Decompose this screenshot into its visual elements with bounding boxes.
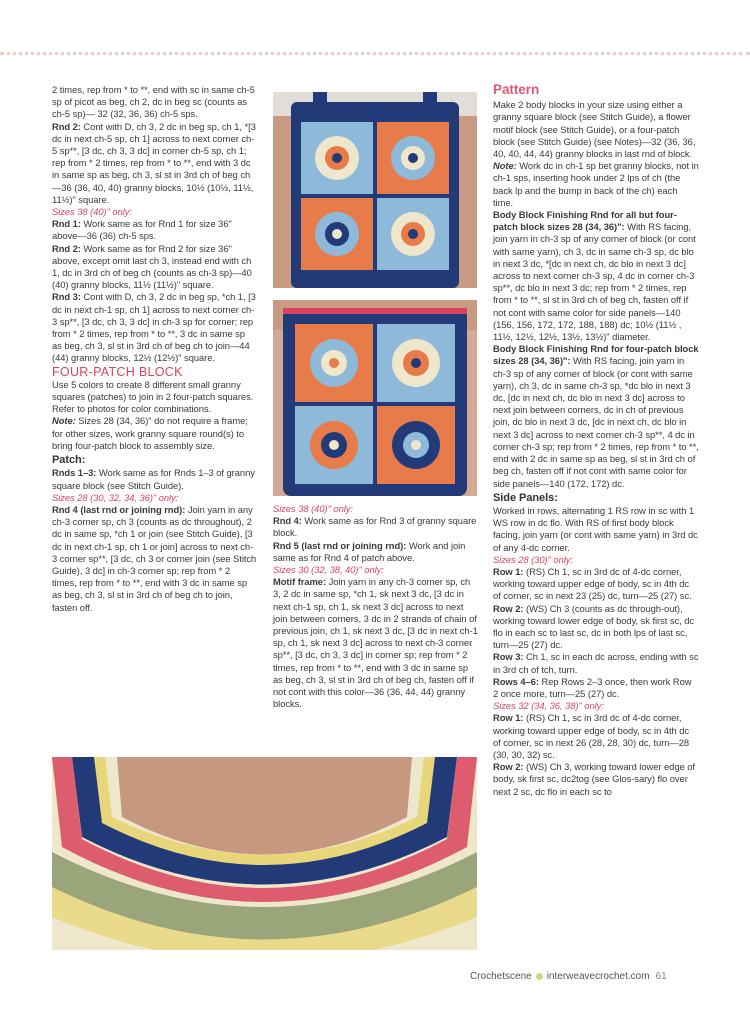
step-text: Cont with D, ch 3, 2 dc in beg sp, ch 1, *[3 dc in next ch-5 sp, ch 1] across to next corner ch-5 sp**, [3 dc, ch 3, 3 dc] in corner ch-5 sp, ch 1; rep from * 2 times, rep from * to **, end with 3 dc in same sp as beg, ch 3, sl st in 3rd ch of beg ch—36 (36, 40, 40) granny blocks, 10½ (10½, 11½, 11½)" square.	[52, 120, 256, 205]
footer-site: interweavecrochet.com	[546, 971, 650, 982]
step-label: Body Block Finishing Rnd for all but four-patch block sizes 28 (34, 36)":	[493, 209, 677, 233]
step-text: Rep Rows 2–3 once, then work Row 2 once more, turn—25 (27) dc.	[493, 675, 692, 699]
photo-granny-top-front	[273, 92, 477, 288]
paragraph: Make 2 body blocks in your size using either a granny square block (see Stitch Guide), a flower motif block (see Stitch Guide), or a four-patch block (see Stitch Guide) (see Notes)—32 (36, 36, 40, 40, 44, 44) granny blocks in last rnd of block.	[493, 99, 696, 160]
step-text: Cont with D, ch 3, 2 dc in beg sp, *ch 1, [3 dc in next ch-1 sp, ch 1] across to next corner ch-3 sp**, [3 dc, ch 3, 3 dc] in ch-3 sp for corner; rep from * 2 times, rep from * to **, 3 dc in same sp as beg, ch 3, sl st in 3rd ch of beg ch to join—44 (44) granny blocks, 12½ (12½)" square.	[52, 291, 256, 364]
step-label: Row 3:	[493, 651, 524, 663]
step-label: Motif frame:	[273, 576, 327, 588]
section-heading-four-patch: FOUR-PATCH BLOCK	[52, 364, 183, 379]
step-label: Rnd 4:	[273, 515, 302, 527]
size-note: Sizes 30 (32, 38, 40)" only:	[273, 564, 384, 576]
step-text: Work same as for Rnd 3 of granny square block.	[273, 515, 477, 539]
instruction-body-block-finishing	[493, 209, 699, 343]
note-text: Work dc in ch-1 sp bet granny blocks, not in ch-1 sps, inserting hook under 2 lps of ch (the back lp and the bump in back of the ch) each time.	[493, 160, 699, 208]
instruction-motif-frame	[273, 576, 478, 710]
instruction-rnd5	[273, 540, 478, 564]
instruction-rnd3	[52, 291, 257, 364]
step-label: Body Block Finishing Rnd for four-patch block sizes 28 (34, 36)":	[493, 343, 699, 367]
step-label: Rnd 2:	[52, 120, 81, 132]
top-dotted-rule	[0, 52, 750, 55]
footer-dot-icon	[536, 973, 543, 980]
instruction-body-block-finishing-four-patch	[493, 343, 699, 489]
step-label: Row 1:	[493, 712, 524, 724]
step-label: Row 2:	[493, 602, 524, 614]
note-label: Note:	[52, 415, 76, 427]
step-text: With RS facing, join yarn in ch-3 sp of any corner of block (or cont with same yarn), ch 3, dc in same ch-3 sp, dc blo in next 3 dc, *[dc in next ch, dc blo in next 3 dc] across to next corner ch-3 sp, 4 dc in corner ch-3 sp**, dc blo in next 3 dc; rep from * 2 times, rep from * to **, sl st in 3rd ch of beg ch, fasten off if not cont with same color for side panels—140 (156, 156, 172, 172, 188, 188) dc; 10½ (11½ , 11½, 12½, 12½, 13½, 13½)" diameter.	[493, 221, 696, 343]
note	[52, 415, 257, 452]
size-note: Sizes 28 (30)" only:	[493, 553, 573, 565]
instruction-rnd4	[273, 515, 478, 539]
step-label: Rnd 4 (last rnd or joining rnd):	[52, 503, 186, 515]
size-note: Sizes 38 (40)" only:	[273, 503, 353, 514]
instruction-row2b	[493, 761, 699, 798]
size-note: Sizes 38 (40)" only:	[52, 206, 132, 218]
paragraph: 2 times, rep from * to **, end with sc in same ch-5 sp of picot as beg, ch 2, dc in beg sc (counts as ch-5 sp)— 32 (32, 36, 36) ch-5 sps.	[52, 84, 255, 120]
footer-brand: Crochetscene	[470, 971, 532, 982]
step-text: Work same as for Rnd 1 for size 36" above—36 (36) ch-5 sps.	[52, 218, 232, 242]
section-heading-pattern: Pattern	[493, 82, 540, 97]
step-text: With RS facing, join yarn in ch-3 sp of any corner of block (or cont with same yarn), ch 3, dc in same ch-3 sp, *dc blo in next 3 dc, [dc in next ch, dc blo in next 3 dc] across to next join between corners, dc in ch of previous join, dc blo in next 3 dc, [dc in next ch, dc blo in next 3 dc] across to next corner ch-3 sp**, 4 dc in corner ch-3 sp; rep from * 2 times, rep from * to **, end with 2 dc in same sp as beg, sl st in 3rd ch of beg ch, fasten off if not cont with same color for side panels—140 (172, 172) dc.	[493, 355, 699, 489]
photo-neckline-detail	[52, 757, 477, 950]
subheading-patch: Patch:	[52, 454, 86, 467]
step-text: (WS) Ch 3, working toward lower edge of body, sk first sc, dc2tog (see Glos-sary) flo over next 2 sc, dc flo in each sc to	[493, 761, 695, 797]
step-label: Rnd 3:	[52, 291, 81, 303]
size-note: Sizes 28 (30, 32, 34, 36)" only:	[52, 491, 179, 503]
step-label: Rnd 2:	[52, 242, 81, 254]
paragraph: Use 5 colors to create 8 different small granny squares (patches) to join in 2 four-patch squares. Refer to photos for color combinations.	[52, 378, 254, 415]
step-text: (RS) Ch 1, sc in 3rd dc of 4-dc corner, working toward upper edge of body, sc in 4th dc of corner, sc in next 23 (25) dc, turn—25 (27) sc.	[493, 565, 692, 602]
step-label: Row 1:	[493, 565, 524, 577]
note	[493, 160, 699, 209]
text-column-left	[52, 84, 257, 614]
instruction-rnd2b	[52, 243, 257, 292]
subheading-side-panels: Side Panels:	[493, 491, 558, 504]
instruction-rnds13	[52, 467, 257, 491]
photo-granny-top-back	[273, 300, 477, 496]
instruction-row3	[493, 651, 699, 675]
note-text: Sizes 28 (34, 36)" do not require a frame; for other sizes, work granny square round(s) to bring four-patch block to assembly size.	[52, 415, 248, 451]
instruction-row2	[493, 603, 699, 652]
instruction-rnd4	[52, 504, 257, 614]
step-text: (WS) Ch 3 (counts as dc through-out), working toward lower edge of body, sk first sc, dc flo in each sc to last sc, dc in both lps of last sc, turn—25 (27) dc.	[493, 602, 695, 651]
step-text: Join yarn in any ch-3 corner sp, ch 3, 2 dc in same sp, *ch 1, sk next 3 dc, [3 dc in next ch-1 sp, ch 1, sk next 3 dc] across to next join between corners, 3 dc in 2 strands of chain of previous join, ch 1, sk next 3 dc, [3 dc in next ch-1 sp, ch 1, sk next 3 dc] across to next ch-3 corner sp**, [3 dc, ch 3, 3 dc] in corner sp; rep from * 2 times, rep from * to **, end with 3 dc in same sp as beg, ch 3, sl st in 3rd ch of beg ch, fasten off if not cont with this color—36 (36, 44, 44) granny blocks.	[273, 576, 478, 710]
step-label: Rnd 5 (last rnd or joining rnd):	[273, 539, 407, 551]
text-column-middle	[273, 503, 478, 710]
step-text: Join yarn in any ch-3 corner sp, ch 3 (counts as dc throughout), 2 dc in same sp, *ch 1 or join (see Stitch Guide), [3 dc in next ch-1 sp, ch 1 or join] across to next ch-3 corner sp**, [3 dc, ch 3 or corner join (see Stitch Guide), 3 dc] in ch-3 corner sp; rep from * 2 times, rep from * to **, end with 3 dc in same sp as beg, ch 3, sl st in 3rd ch of beg ch to join, fasten off.	[52, 503, 257, 613]
step-label: Row 2:	[493, 761, 524, 773]
step-text: (RS) Ch 1, sc in 3rd dc of 4-dc corner, working toward upper edge of body, sc in 4th dc of corner, sc in next 26 (28, 28, 30) dc, turn—28 (30, 30, 32) sc.	[493, 712, 690, 760]
note-label: Note:	[493, 160, 517, 172]
instruction-rnd1	[52, 218, 257, 242]
photo-image	[52, 757, 477, 950]
step-label: Rows 4–6:	[493, 675, 539, 687]
instruction-rnd2	[52, 121, 257, 206]
instruction-row1	[493, 566, 699, 603]
size-note: Sizes 32 (34, 36, 38)" only:	[493, 700, 604, 712]
photo-image	[273, 92, 477, 288]
text-column-right	[493, 84, 699, 798]
photo-image	[273, 300, 477, 496]
page-footer	[470, 971, 667, 982]
instruction-rows46	[493, 676, 699, 700]
paragraph: Worked in rows, alternating 1 RS row in sc with 1 WS row in dc flo. With RS of first body block facing, join yarn (or cont with same yarn) in 3rd dc of any 4-dc corner.	[493, 504, 698, 553]
step-text: Work same as for Rnds 1–3 of granny square block (see Stitch Guide).	[52, 467, 255, 491]
step-text: Work same as for Rnd 2 for size 36" above, except omit last ch 3, instead end with ch 1, dc in 3rd ch of beg ch (counts as ch-3 sp)—40 (40) granny blocks, 11½ (11½)" square.	[52, 242, 252, 291]
step-text: Ch 1, sc in each dc across, ending with sc in 3rd ch of tch, turn.	[493, 651, 699, 675]
instruction-row1b	[493, 712, 699, 761]
page-number: 61	[655, 971, 667, 982]
step-text: Work and join same as for Rnd 4 of patch above.	[273, 539, 466, 563]
step-label: Rnd 1:	[52, 218, 81, 230]
step-label: Rnds 1–3:	[52, 467, 97, 479]
